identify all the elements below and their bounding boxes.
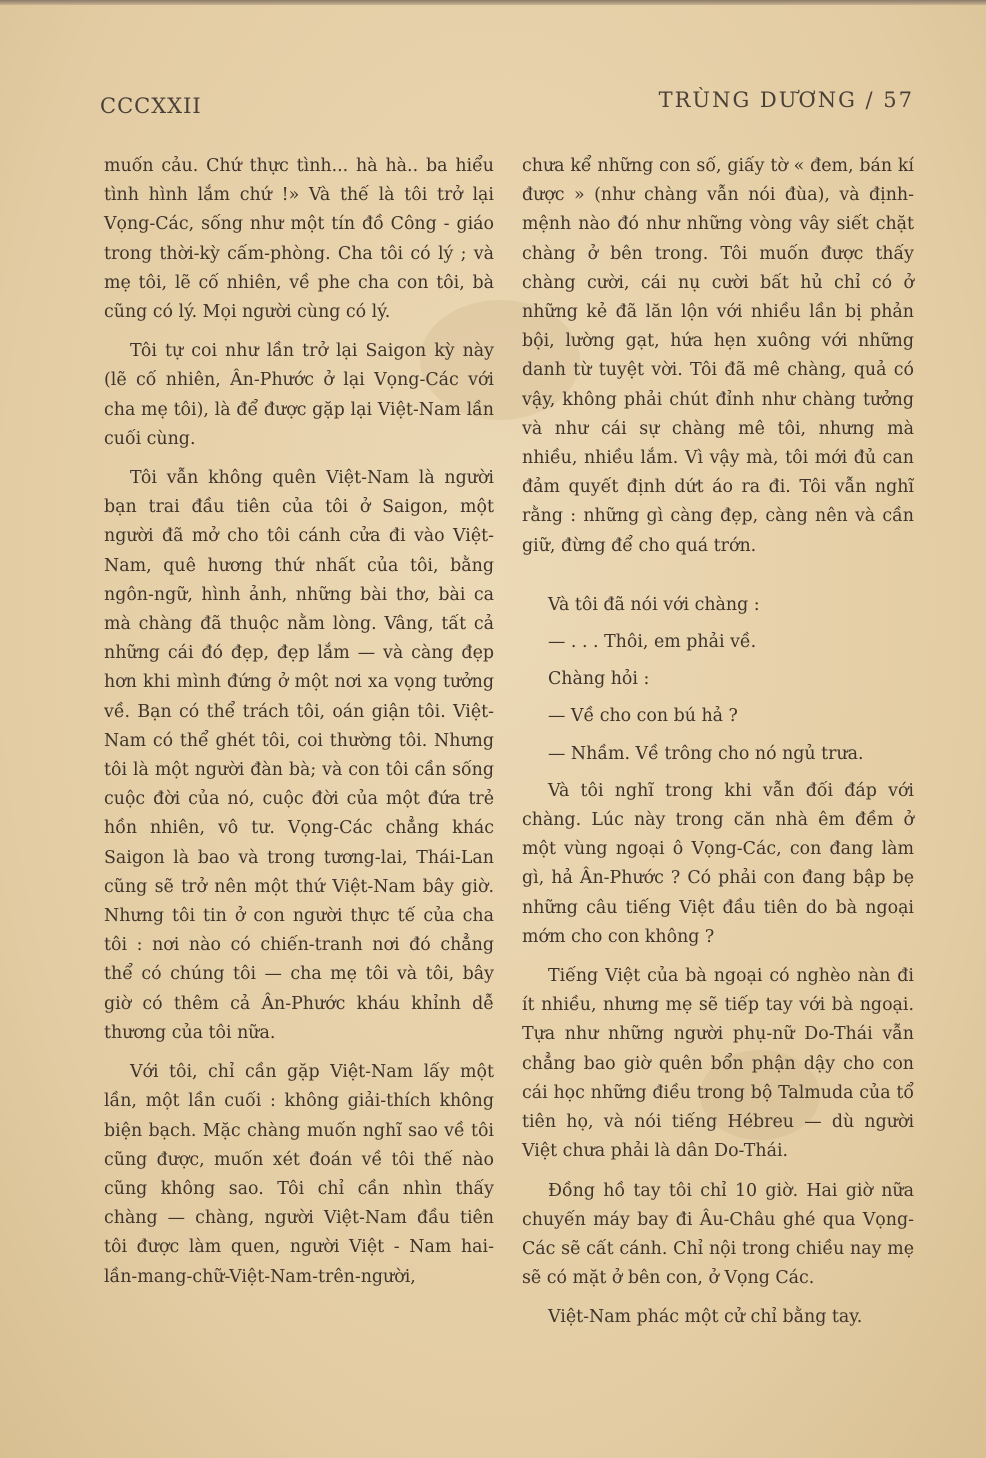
dialogue-line: — Về cho con bú hả ? [548,706,738,727]
paragraph: muốn cảu. Chứ thực tình... hà hà.. ba hiểu tình hình lắm chứ !» Và thế là tôi trở lại Vọng-Các, sống như một tín đồ Công - giáo trong thời-kỳ cấm-phòng. Cha tôi có lý ; và mẹ tôi, lẽ cố nhiên, về phe cha con tôi, bà cũng có lý. Mọi người cùng có lý. [104,156,494,323]
dialogue-line: Chàng hỏi : [548,669,650,690]
dialogue-line: — . . . Thôi, em phải về. [548,632,757,653]
paragraph: Tôi vẫn không quên Việt-Nam là người bạn trai đầu tiên của tôi ở Saigon, một người đã mở cho tôi cánh cửa đi vào Việt-Nam, quê hương thứ nhất của tôi, bằng ngôn-ngữ, hình ảnh, những bài thơ, bài ca mà chàng đã thuộc nằm lòng. Vâng, tất cả những cái đó đẹp, đẹp lắm — và càng đẹp hơn khi mình đứng ở một nơi xa vọng tưởng về. Bạn có thể trách tôi, oán giận tôi. Việt-Nam có thể ghét tôi, coi thường tôi. Nhưng tôi là một người đàn bà; và con tôi cần sống cuộc đời của nó, cuộc đời của một đứa trẻ hồn nhiên, vô tư. Vọng-Các chẳng khác Saigon là bao và trong tương-lai, Thái-Lan cũng sẽ trở nên một thứ Việt-Nam bây giờ. Nhưng tôi tin ở con người thực tế của cha tôi : nơi nào có chiến-tranh nơi đó chẳng thể có chúng tôi — cha mẹ tôi và tôi, bây giờ có thêm cả Ân-Phước kháu khỉnh dễ thương của tôi nữa. [104,468,494,1043]
page-header-roman-numeral: CCCXXII [100,94,202,118]
paragraph: chưa kể những con số, giấy tờ « đem, bán kí được » (như chàng vẫn nói đùa), và định-mệnh nào đó như những vòng vây siết chặt chàng ở bên trong. Tôi muốn được thấy chàng cười, cái nụ cười bất hủ chỉ có ở những kẻ đã lăn lộn với nhiều lần bị phản bội, lường gạt, hứa hẹn xuông với những danh từ tuyệt vời. Tôi đã mê chàng, quả có vậy, không phải chút đỉnh như chàng tưởng và như cái sự chàng mê tôi, nhưng mà nhiều, nhiều lắm. Vì vậy mà, tôi mới đủ can đảm quyết định dứt áo ra đi. Tôi vẫn nghĩ rằng : những gì càng đẹp, càng nên và cần giữ, đừng để cho quá trớn. [522,156,914,556]
paragraph: Tôi tự coi như lần trở lại Saigon kỳ này (lẽ cố nhiên, Ân-Phước ở lại Vọng-Các với cha mẹ tôi), là để được gặp lại Việt-Nam lần cuối cùng. [104,341,494,449]
page-top-edge [0,0,986,5]
left-text-column [104,152,494,1302]
paragraph: Tiếng Việt của bà ngoại có nghèo nàn đi ít nhiều, nhưng mẹ sẽ tiếp tay với bà ngoại. Tựa như những người phụ-nữ Do-Thái vẫn chẳng bao giờ quên bổn phận dậy cho con cái học những điều trong bộ Talmuda của tổ tiên họ, và nói tiếng Hébreu — dù người Việt chưa phải là dân Do-Thái. [522,966,914,1162]
dialogue-line: — Nhầm. Về trông cho nó ngủ trưa. [548,743,864,764]
page-header-author-page: TRÙNG DƯƠNG / 57 [658,88,914,112]
right-text-column [522,152,914,1343]
dialogue-line: Và tôi đã nói với chàng : [548,594,760,615]
paragraph: Với tôi, chỉ cần gặp Việt-Nam lấy một lần, một lần cuối : không giải-thích không biện bạch. Mặc chàng muốn nghĩ sao về tôi cũng được, muốn xét đoán về tôi thế nào cũng không sao. Tôi chỉ cần nhìn thấy chàng — chàng, người Việt-Nam đầu tiên tôi được làm quen, người Việt - Nam hai-lần-mang-chữ-Việt-Nam-trên-người, [104,1062,494,1287]
paragraph: Và tôi nghĩ trong khi vẫn đối đáp với chàng. Lúc này trong căn nhà êm đềm ở một vùng ngoại ô Vọng-Các, con đang làm gì, hả Ân-Phước ? Có phải con đang bập bẹ những câu tiếng Việt đầu tiên do bà ngoại mớm cho con không ? [522,780,914,947]
paragraph: Đồng hồ tay tôi chỉ 10 giờ. Hai giờ nữa chuyến máy bay đi Âu-Châu ghé qua Vọng-Các sẽ cất cánh. Chỉ nội trong chiều nay mẹ sẽ có mặt ở bên con, ở Vọng Các. [522,1180,914,1289]
paragraph: Việt-Nam phác một cử chỉ bằng tay. [548,1307,863,1328]
